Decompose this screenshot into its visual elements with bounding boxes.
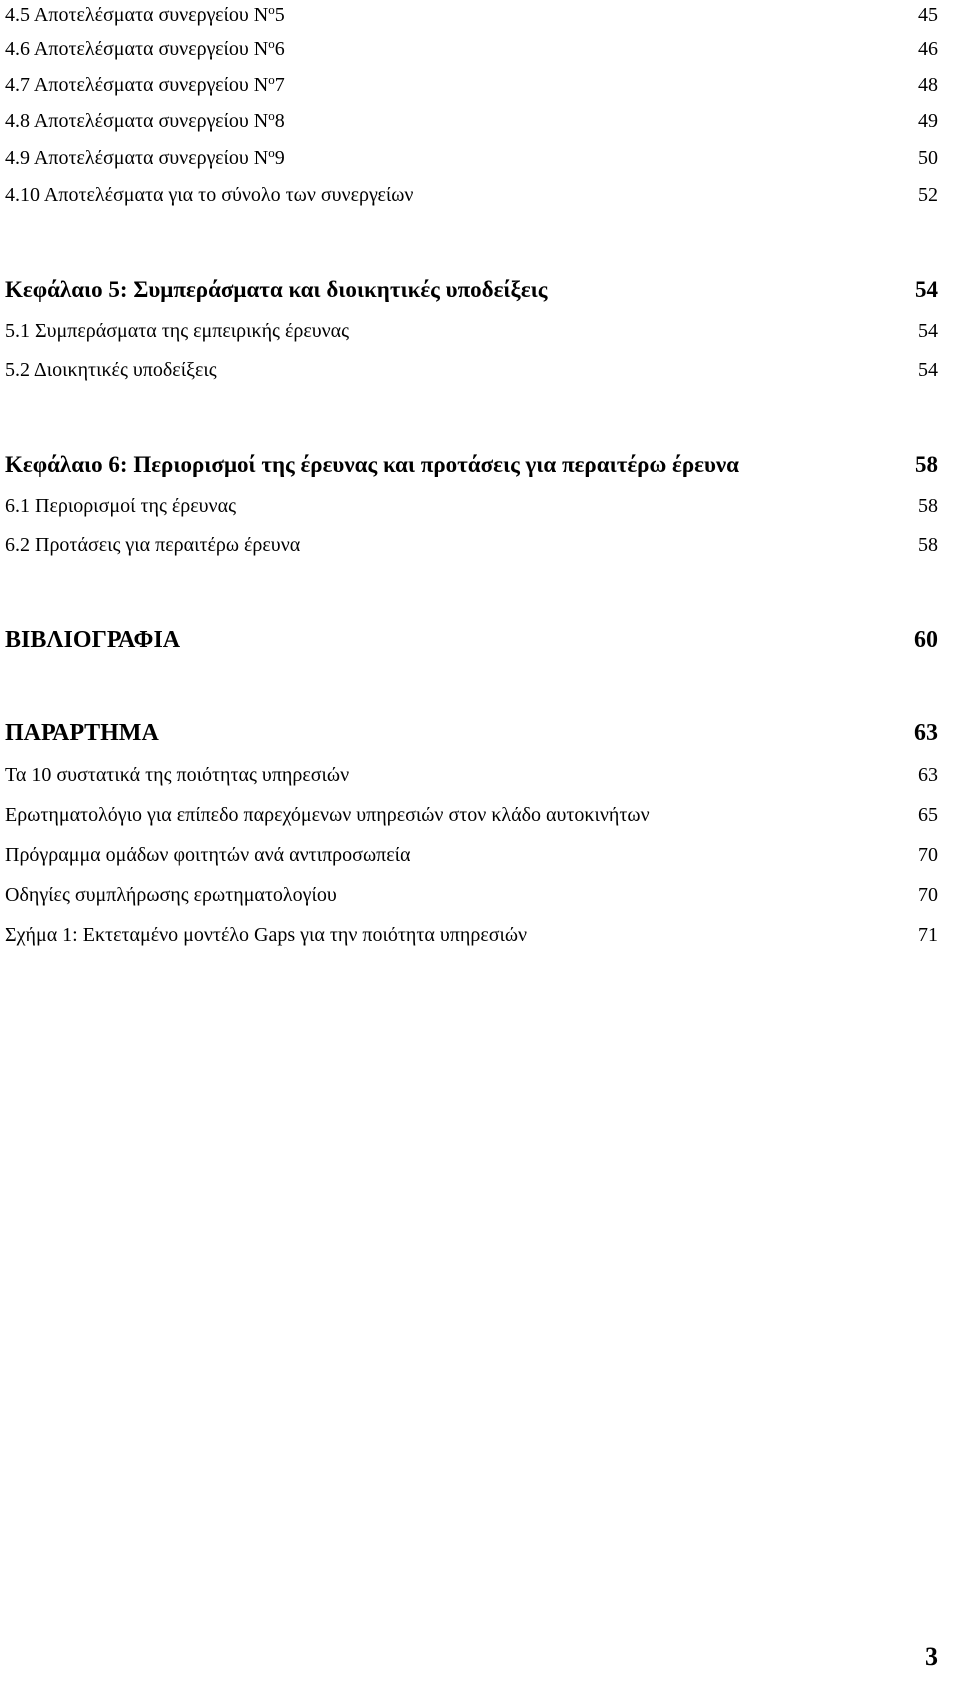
toc-entry-title: 4.9 Αποτελέσματα συνεργείου $N^o9$ — [5, 144, 285, 169]
toc-page-number: 70 — [918, 844, 938, 866]
toc-page-number: 63 — [918, 764, 938, 786]
toc-chapter-6[interactable] — [5, 448, 938, 482]
toc-appendix-title: ΠΑΡΑΡΤΗΜΑ — [5, 720, 159, 746]
toc-page-number: 54 — [915, 277, 938, 302]
toc-entry-title: Ερωτηματολόγιο για επίπεδο παρεχόμενων υπηρεσιών στον κλάδο αυτοκινήτων — [5, 804, 650, 826]
toc-appendix-entry[interactable] — [5, 760, 938, 790]
toc-page-number: 60 — [914, 627, 938, 653]
toc-entry-title: 5.1 Συμπεράσματα της εμπειρικής έρευνας — [5, 320, 350, 342]
toc-entry-4-8[interactable] — [5, 106, 938, 136]
toc-page-number: 54 — [918, 359, 938, 381]
toc-bibliography[interactable] — [5, 623, 938, 657]
toc-entry-title: Πρόγραμμα ομάδων φοιτητών ανά αντιπροσωπεία — [5, 844, 411, 866]
toc-chapter-title: Κεφάλαιο 5: Συμπεράσματα και διοικητικές υποδείξεις — [5, 277, 548, 302]
toc-page-number: 58 — [918, 495, 938, 517]
toc-entry-title: 6.2 Προτάσεις για περαιτέρω έρευνα — [5, 534, 301, 556]
toc-page-number: 71 — [918, 924, 938, 946]
toc-chapter-5[interactable] — [5, 273, 938, 307]
toc-appendix-entry[interactable] — [5, 880, 938, 910]
toc-appendix-entry[interactable] — [5, 920, 938, 950]
toc-entry-4-5[interactable] — [5, 0, 938, 30]
toc-entry-title: 6.1 Περιορισμοί της έρευνας — [5, 495, 236, 517]
toc-entry-title: Σχήμα 1: Εκτεταμένο μοντέλο Gaps για την ποιότητα υπηρεσιών — [5, 924, 528, 946]
page-number: 3 — [925, 1642, 938, 1671]
toc-appendix[interactable] — [5, 716, 938, 750]
toc-page-number: 45 — [918, 4, 938, 26]
toc-chapter-title: Κεφάλαιο 6: Περιορισμοί της έρευνας και προτάσεις για περαιτέρω έρευνα — [5, 452, 740, 477]
toc-entry-title: 4.6 Αποτελέσματα συνεργείου $N^o6$ — [5, 35, 285, 60]
toc-entry-title: Τα 10 συστατικά της ποιότητας υπηρεσιών — [5, 764, 350, 786]
toc-entry-5-2[interactable] — [5, 355, 938, 385]
toc-page-number: 50 — [918, 147, 938, 169]
toc-entry-6-2[interactable] — [5, 530, 938, 560]
toc-page-number: 46 — [918, 38, 938, 60]
toc-page-number: 49 — [918, 110, 938, 132]
toc-entry-title: 4.8 Αποτελέσματα συνεργείου $N^o8$ — [5, 107, 285, 132]
toc-page-number: 58 — [915, 452, 938, 477]
toc-entry-4-7[interactable] — [5, 70, 938, 100]
toc-entry-6-1[interactable] — [5, 491, 938, 521]
toc-entry-4-6[interactable] — [5, 34, 938, 64]
toc-page-number: 52 — [918, 184, 938, 206]
toc-page-number: 58 — [918, 534, 938, 556]
toc-page-number: 70 — [918, 884, 938, 906]
toc-entry-4-10[interactable] — [5, 180, 938, 210]
toc-page-number: 63 — [914, 720, 938, 746]
toc-entry-5-1[interactable] — [5, 316, 938, 346]
toc-bibliography-title: ΒΙΒΛΙΟΓΡΑΦΙΑ — [5, 627, 181, 653]
toc-page-number: 65 — [918, 804, 938, 826]
toc-appendix-entry[interactable] — [5, 800, 938, 830]
toc-entry-4-9[interactable] — [5, 143, 938, 173]
toc-page-number: 48 — [918, 74, 938, 96]
toc-entry-title: 4.5 Αποτελέσματα συνεργείου $N^o5$ — [5, 1, 285, 26]
toc-entry-title: 5.2 Διοικητικές υποδείξεις — [5, 359, 217, 381]
toc-entry-title: 4.7 Αποτελέσματα συνεργείου $N^o7$ — [5, 71, 285, 96]
toc-page-number: 54 — [918, 320, 938, 342]
toc-entry-title: Οδηγίες συμπλήρωσης ερωτηματολογίου — [5, 884, 337, 906]
toc-entry-title: 4.10 Αποτελέσματα για το σύνολο των συνεργείων — [5, 184, 414, 206]
toc-appendix-entry[interactable] — [5, 840, 938, 870]
